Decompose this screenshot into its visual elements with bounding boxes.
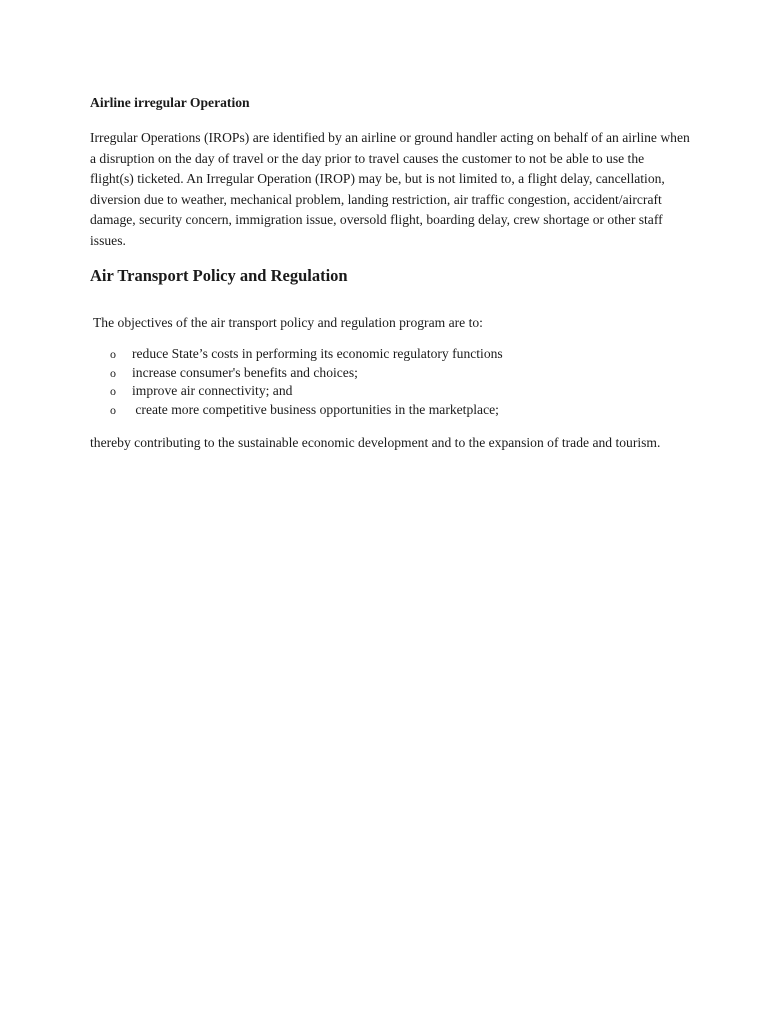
document-body: [90, 94, 690, 452]
paragraph-objectives-intro: The objectives of the air transport policy and regulation program are to:: [93, 315, 483, 330]
list-item: [90, 401, 690, 420]
bullet-marker: o: [110, 347, 116, 361]
list-item: [90, 345, 690, 364]
bullet-marker: o: [110, 365, 116, 380]
heading-air-transport-policy: Air Transport Policy and Regulation: [90, 266, 348, 285]
list-item: [90, 382, 690, 401]
list-item-text: increase consumer's benefits and choices;: [132, 364, 358, 380]
bullet-marker: o: [110, 384, 116, 398]
list-item-text: reduce State’s costs in performing its economic regulatory functions: [132, 346, 503, 361]
bullet-marker: o: [110, 402, 116, 417]
heading-airline-irregular-operation: Airline irregular Operation: [90, 95, 250, 110]
paragraph-closing: thereby contributing to the sustainable economic development and to the expansion of trade and tourism.: [90, 435, 661, 450]
list-item: [90, 364, 690, 383]
objectives-list: [90, 345, 690, 419]
list-item-text: improve air connectivity; and: [132, 383, 293, 398]
paragraph-irops: Irregular Operations (IROPs) are identified by an airline or ground handler acting on behalf of an airline when a disruption on the day of travel or the day prior to travel causes the customer to not be able to use the flight(s) ticketed. An Irregular Operation (IROP) may be, but is not limited to, a flight delay, cancellation, diversion due to weather, mechanical problem, landing restriction, air traffic congestion, accident/aircraft damage, security concern, immigration issue, oversold flight, boarding delay, crew shortage or other staff issues.: [90, 130, 690, 248]
list-item-text: create more competitive business opportunities in the marketplace;: [132, 401, 499, 417]
